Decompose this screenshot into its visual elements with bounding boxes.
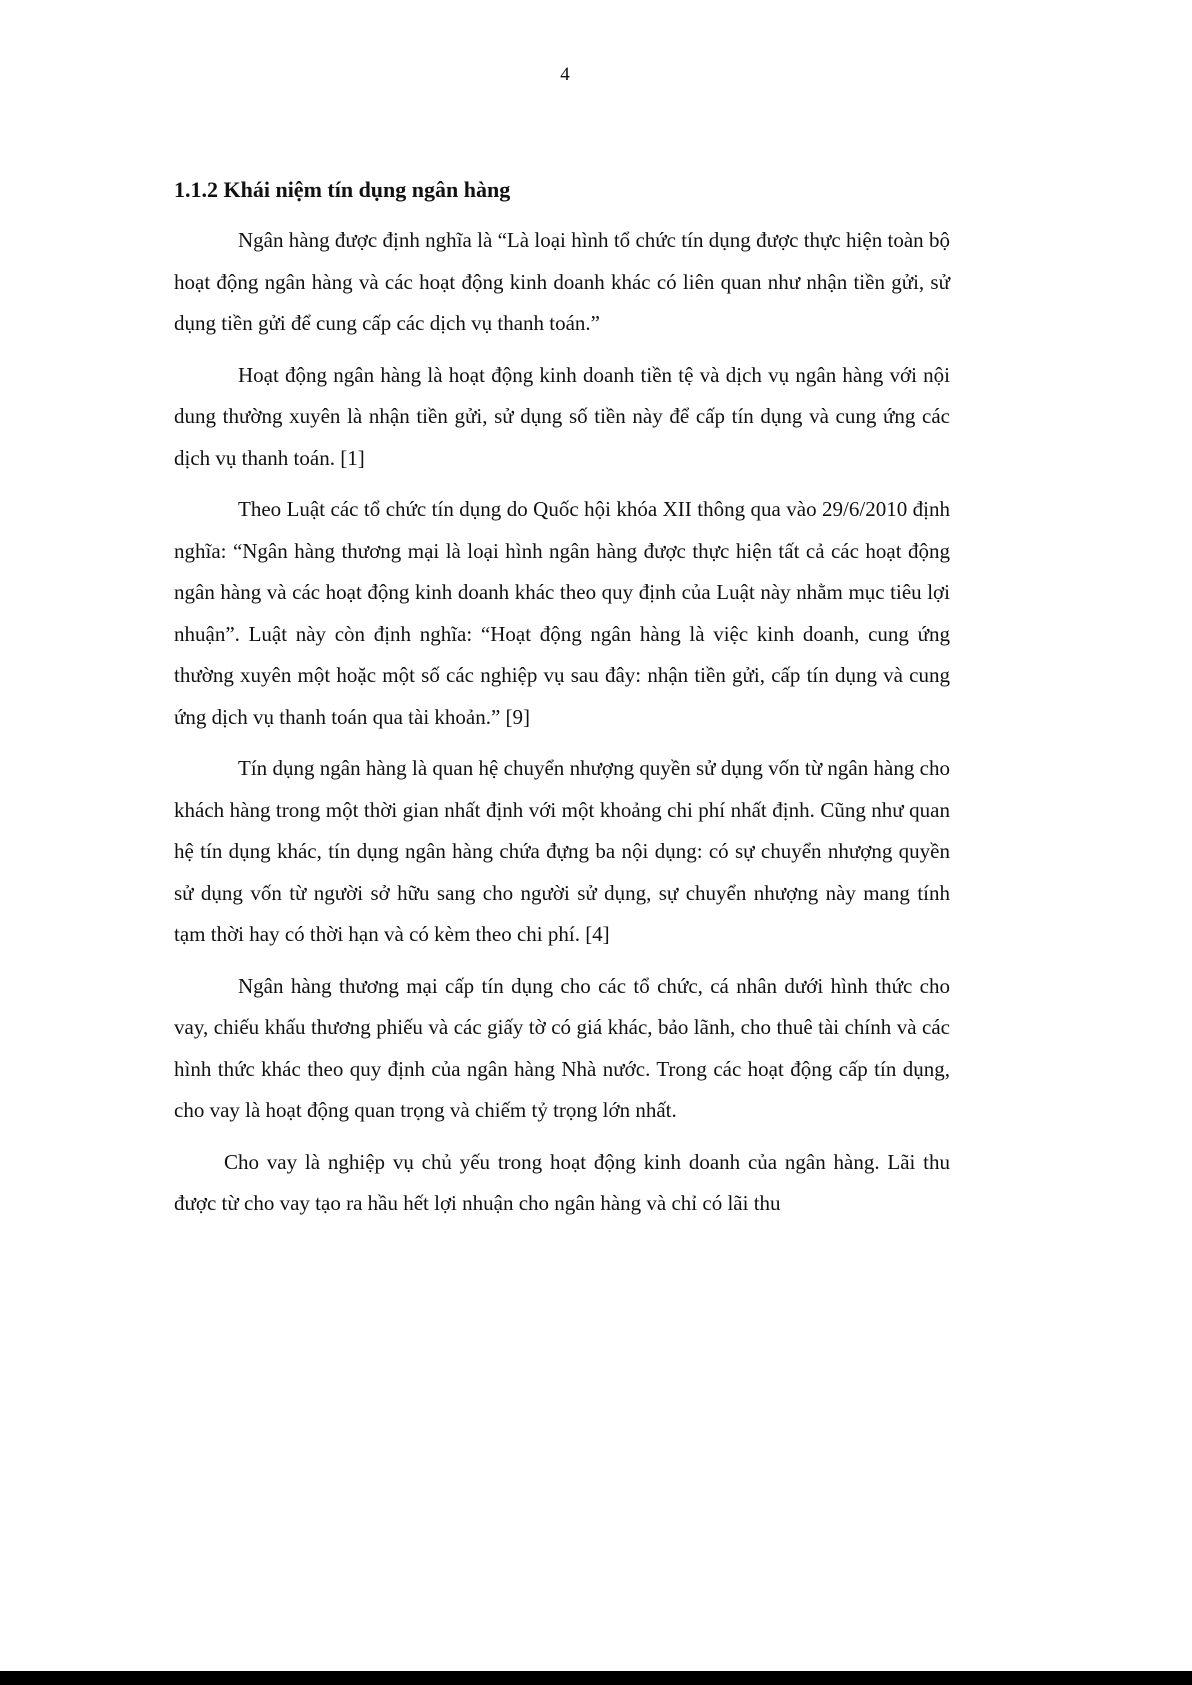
paragraph-credit-forms: Ngân hàng thương mại cấp tín dụng cho các tổ chức, cá nhân dưới hình thức cho vay, chiếu khấu thương phiếu và các giấy tờ có giá khác, bảo lãnh, cho thuê tài chính và các hình thức khác theo quy định của ngân hàng Nhà nước. Trong các hoạt động cấp tín dụng, cho vay là hoạt động quan trọng và chiếm tỷ trọng lớn nhất.: [174, 973, 950, 1122]
bottom-edge-bar: [0, 1671, 1192, 1685]
document-body: [174, 170, 950, 1235]
paragraph-credit-law: Theo Luật các tổ chức tín dụng do Quốc hội khóa XII thông qua vào 29/6/2010 định nghĩa: “Ngân hàng thương mại là loại hình ngân hàng được thực hiện tất cả các hoạt động ngân hàng và các hoạt động kinh doanh khác theo quy định của Luật này nhằm mục tiêu lợi nhuận”. Luật này còn định nghĩa: “Hoạt động ngân hàng là việc kinh doanh, cung ứng thường xuyên một hoặc một số các nghiệp vụ sau đây: nhận tiền gửi, cấp tín dụng và cung ứng dịch vụ thanh toán qua tài khoản.” [9]: [174, 497, 950, 729]
section-heading: 1.1.2 Khái niệm tín dụng ngân hàng: [174, 177, 511, 202]
paragraph-bank-definition: Ngân hàng được định nghĩa là “Là loại hình tổ chức tín dụng được thực hiện toàn bộ hoạt động ngân hàng và các hoạt động kinh doanh khác có liên quan như nhận tiền gửi, sử dụng tiền gửi để cung cấp các dịch vụ thanh toán.”: [174, 228, 950, 335]
paragraph-bank-credit: Tín dụng ngân hàng là quan hệ chuyển nhượng quyền sử dụng vốn từ ngân hàng cho khách hàng trong một thời gian nhất định với một khoảng chi phí nhất định. Cũng như quan hệ tín dụng khác, tín dụng ngân hàng chứa đựng ba nội dụng: có sự chuyển nhượng quyền sử dụng vốn từ người sở hữu sang cho người sử dụng, sự chuyển nhượng này mang tính tạm thời hay có thời hạn và có kèm theo chi phí. [4]: [174, 756, 950, 946]
page-number: 4: [560, 64, 570, 85]
paragraph-banking-activity: Hoạt động ngân hàng là hoạt động kinh doanh tiền tệ và dịch vụ ngân hàng với nội dung thường xuyên là nhận tiền gửi, sử dụng số tiền này để cấp tín dụng và cung ứng các dịch vụ thanh toán. [1]: [174, 362, 950, 470]
paragraph-lending: Cho vay là nghiệp vụ chủ yếu trong hoạt động kinh doanh của ngân hàng. Lãi thu được từ cho vay tạo ra hầu hết lợi nhuận cho ngân hàng và chỉ có lãi thu: [174, 1149, 950, 1215]
